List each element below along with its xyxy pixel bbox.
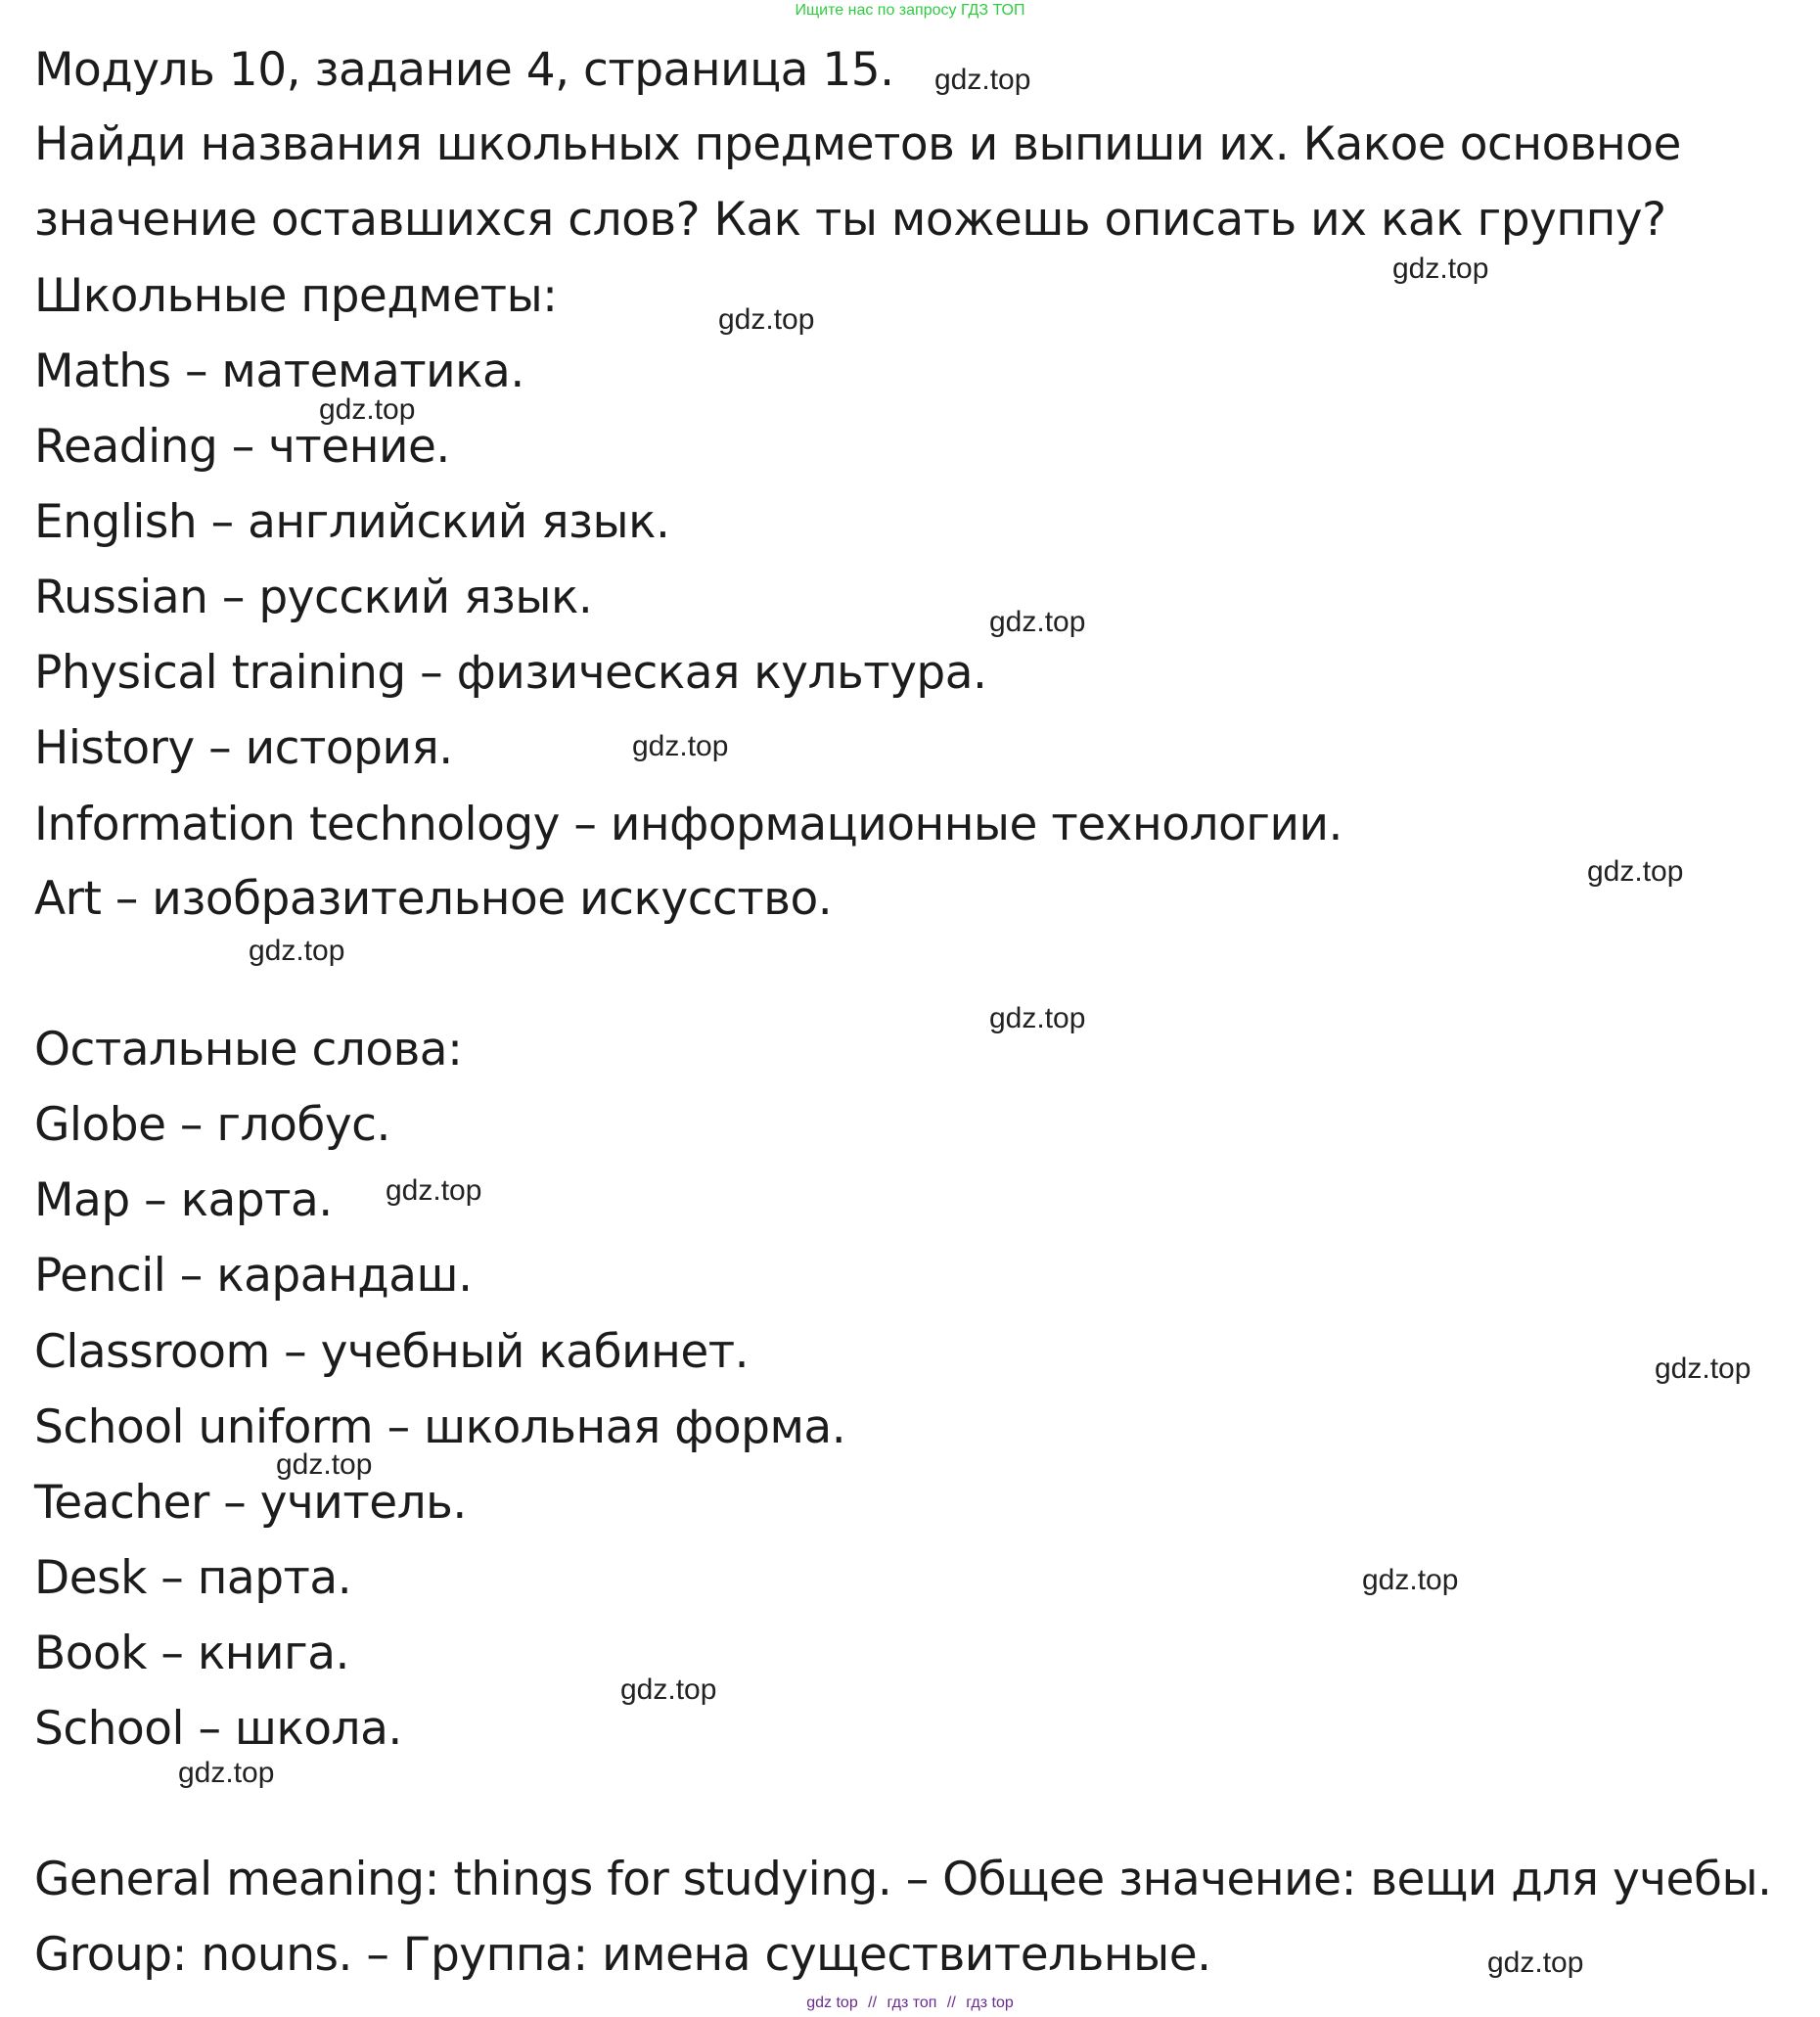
subject-item: History – история. [34,721,453,775]
watermark: gdz.top [934,64,1031,96]
other-word-item: Globe – глобус. [34,1098,390,1152]
footer [0,1994,1820,2013]
watermark: gdz.top [1587,855,1684,888]
other-word-item: Teacher – учитель. [34,1476,467,1530]
watermark: gdz.top [319,393,416,426]
footer-link[interactable]: гдз top [966,1994,1014,2011]
subject-item: Information technology – информационные технологии. [34,798,1342,851]
subject-item: Maths – математика. [34,344,524,398]
subject-item: Art – изобразительное искусство. [34,872,833,926]
other-words-heading: Остальные слова: [34,1023,463,1077]
other-word-item: Classroom – учебный кабинет. [34,1325,750,1379]
other-word-item: Pencil – карандаш. [34,1249,473,1303]
watermark: gdz.top [1655,1352,1752,1385]
subjects-heading: Школьные предметы: [34,269,558,323]
page-title: Модуль 10, задание 4, страница 15. [34,43,894,97]
footer-separator: // [868,1994,878,2011]
subject-item: Reading – чтение. [34,420,450,474]
watermark: gdz.top [1362,1564,1459,1596]
task-text-line-2: значение оставшихся слов? Как ты можешь описать их как группу? [34,193,1666,247]
subject-item: Physical training – физическая культура. [34,646,987,700]
watermark: gdz.top [632,730,729,762]
top-banner: Ищите нас по запросу ГДЗ ТОП [795,2,1025,19]
footer-link[interactable]: гдз топ [887,1994,937,2011]
other-word-item: Desk – парта. [34,1551,352,1605]
subject-item: English – английский язык. [34,495,670,549]
watermark: gdz.top [718,303,815,336]
watermark: gdz.top [178,1757,275,1789]
watermark: gdz.top [1487,1947,1584,1979]
task-text-line-1: Найди названия школьных предметов и выпиши их. Какое основное [34,117,1681,171]
footer-link[interactable]: gdz top [806,1994,858,2011]
watermark: gdz.top [620,1673,717,1706]
watermark: gdz.top [989,606,1086,638]
group-line: Group: nouns. – Группа: имена существительные. [34,1928,1211,1982]
other-word-item: School – школа. [34,1702,402,1756]
other-word-item: Book – книга. [34,1627,349,1680]
other-word-item: Map – карта. [34,1173,333,1227]
watermark: gdz.top [276,1448,373,1481]
subject-item: Russian – русский язык. [34,571,593,624]
other-word-item: School uniform – школьная форма. [34,1400,846,1454]
watermark: gdz.top [989,1002,1086,1034]
general-meaning: General meaning: things for studying. – Общее значение: вещи для учебы. [34,1853,1772,1906]
footer-separator: // [946,1994,956,2011]
watermark: gdz.top [249,935,345,967]
watermark: gdz.top [1392,252,1489,285]
watermark: gdz.top [386,1174,482,1207]
